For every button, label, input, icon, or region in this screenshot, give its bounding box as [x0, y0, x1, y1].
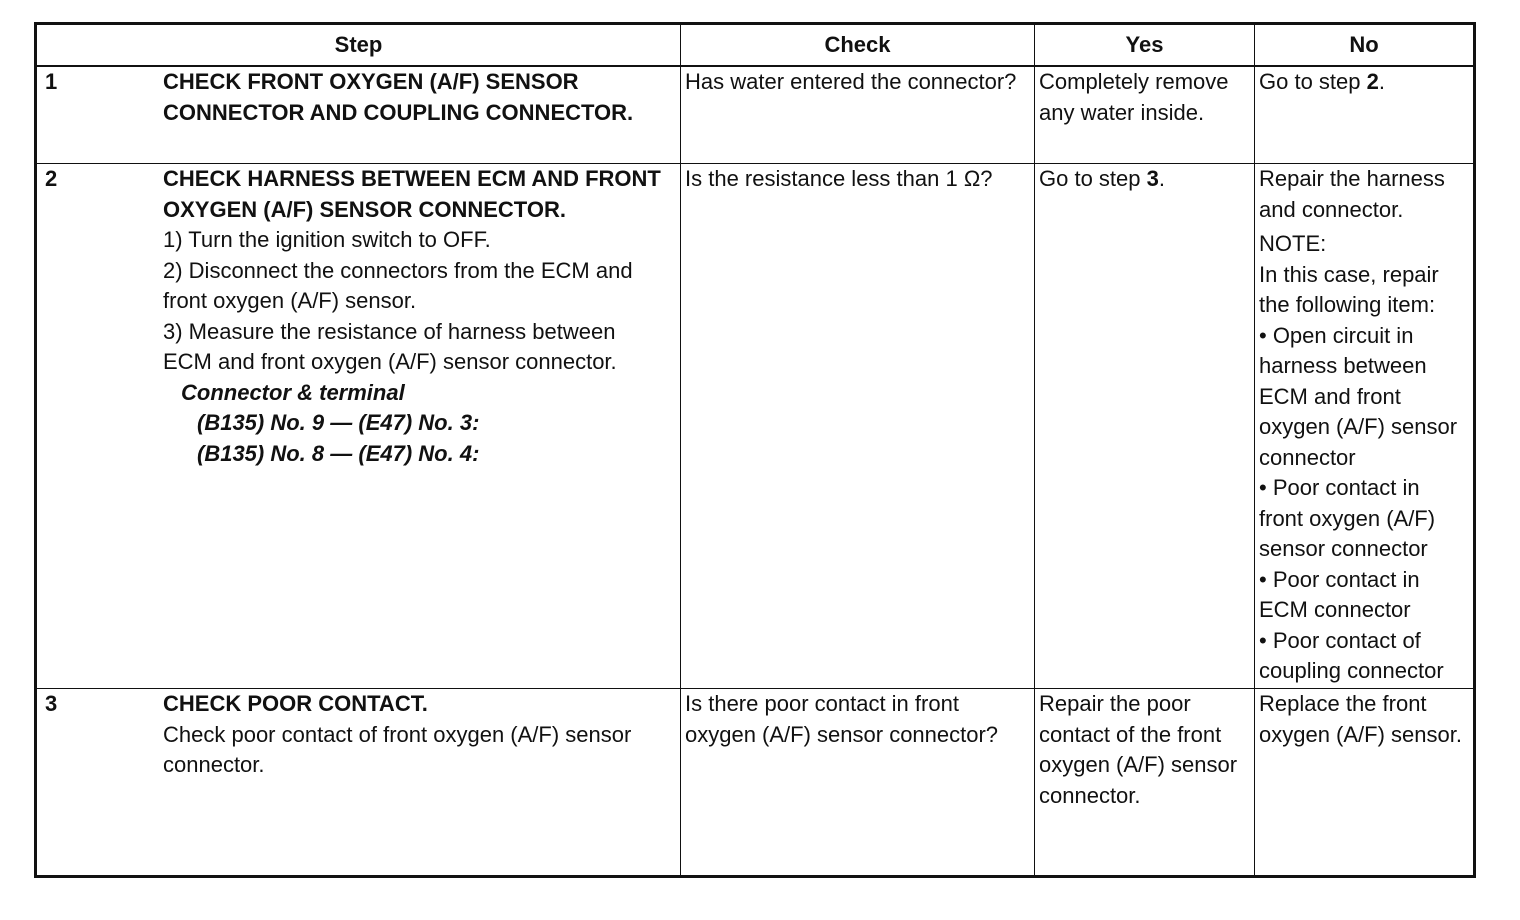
- header-check: Check: [681, 24, 1035, 67]
- yes-cell: Repair the poor contact of the front oxygen (A/F) sensor connector.: [1035, 689, 1255, 877]
- table-header-row: [36, 24, 1475, 67]
- step-cell: [36, 164, 681, 689]
- step-number: 3: [45, 691, 58, 716]
- note-item: • Open circuit in harness between ECM and front oxygen (A/F) sensor connector: [1259, 322, 1458, 470]
- yes-cell: [1035, 164, 1255, 689]
- connector-line: (B135) No. 8 — (E47) No. 4:: [197, 440, 480, 466]
- note-item: • Poor contact in ECM connector: [1259, 566, 1420, 622]
- instruction-item: 1) Turn the ignition switch to OFF.: [163, 227, 491, 252]
- yes-cell: Completely remove any water inside.: [1035, 66, 1255, 164]
- diagnostic-table: [34, 22, 1476, 878]
- step-number: 1: [45, 69, 58, 94]
- no-text: Go to step: [1259, 69, 1367, 94]
- table-row: [36, 164, 1475, 689]
- no-cell: Replace the front oxygen (A/F) sensor.: [1255, 689, 1475, 877]
- instruction-item: Check poor contact of front oxygen (A/F) sensor connector.: [163, 721, 632, 777]
- note-item: • Poor contact in front oxygen (A/F) sensor connector: [1259, 475, 1436, 561]
- connector-heading: Connector & terminal: [181, 379, 405, 405]
- yes-text: Go to step: [1039, 166, 1147, 191]
- note-label: NOTE:: [1259, 231, 1327, 256]
- yes-step-ref: 3: [1146, 166, 1159, 191]
- header-step: Step: [36, 24, 681, 67]
- instruction-item: 3) Measure the resistance of harness between ECM and front oxygen (A/F) sensor connector.: [163, 318, 617, 374]
- header-yes: Yes: [1035, 24, 1255, 67]
- note-item: • Poor contact of coupling connector: [1259, 627, 1444, 683]
- no-text: Repair the harness and connector.: [1259, 166, 1445, 222]
- check-cell: Is the resistance less than 1 Ω?: [681, 164, 1035, 689]
- no-cell: [1255, 66, 1475, 164]
- check-cell: Has water entered the connector?: [681, 66, 1035, 164]
- step-title: CHECK POOR CONTACT.: [163, 691, 428, 716]
- instruction-item: 2) Disconnect the connectors from the ECM and front oxygen (A/F) sensor.: [163, 257, 633, 313]
- step-title: CHECK FRONT OXYGEN (A/F) SENSOR CONNECTOR AND COUPLING CONNECTOR.: [163, 69, 634, 125]
- connector-line: (B135) No. 9 — (E47) No. 3:: [197, 410, 480, 435]
- step-number: 2: [45, 166, 58, 191]
- check-cell: Is there poor contact in front oxygen (A/F) sensor connector?: [681, 689, 1035, 877]
- step-title: CHECK HARNESS BETWEEN ECM AND FRONT OXYGEN (A/F) SENSOR CONNECTOR.: [163, 166, 661, 222]
- step-cell: [36, 689, 681, 877]
- table-row: [36, 66, 1475, 164]
- table-row: [36, 689, 1475, 877]
- step-cell: [36, 66, 681, 164]
- yes-suffix: .: [1158, 166, 1165, 191]
- no-suffix: .: [1378, 69, 1385, 94]
- header-no: No: [1255, 24, 1475, 67]
- no-cell: [1255, 164, 1475, 689]
- note-text: In this case, repair the following item:: [1259, 261, 1439, 317]
- no-step-ref: 2: [1366, 69, 1379, 94]
